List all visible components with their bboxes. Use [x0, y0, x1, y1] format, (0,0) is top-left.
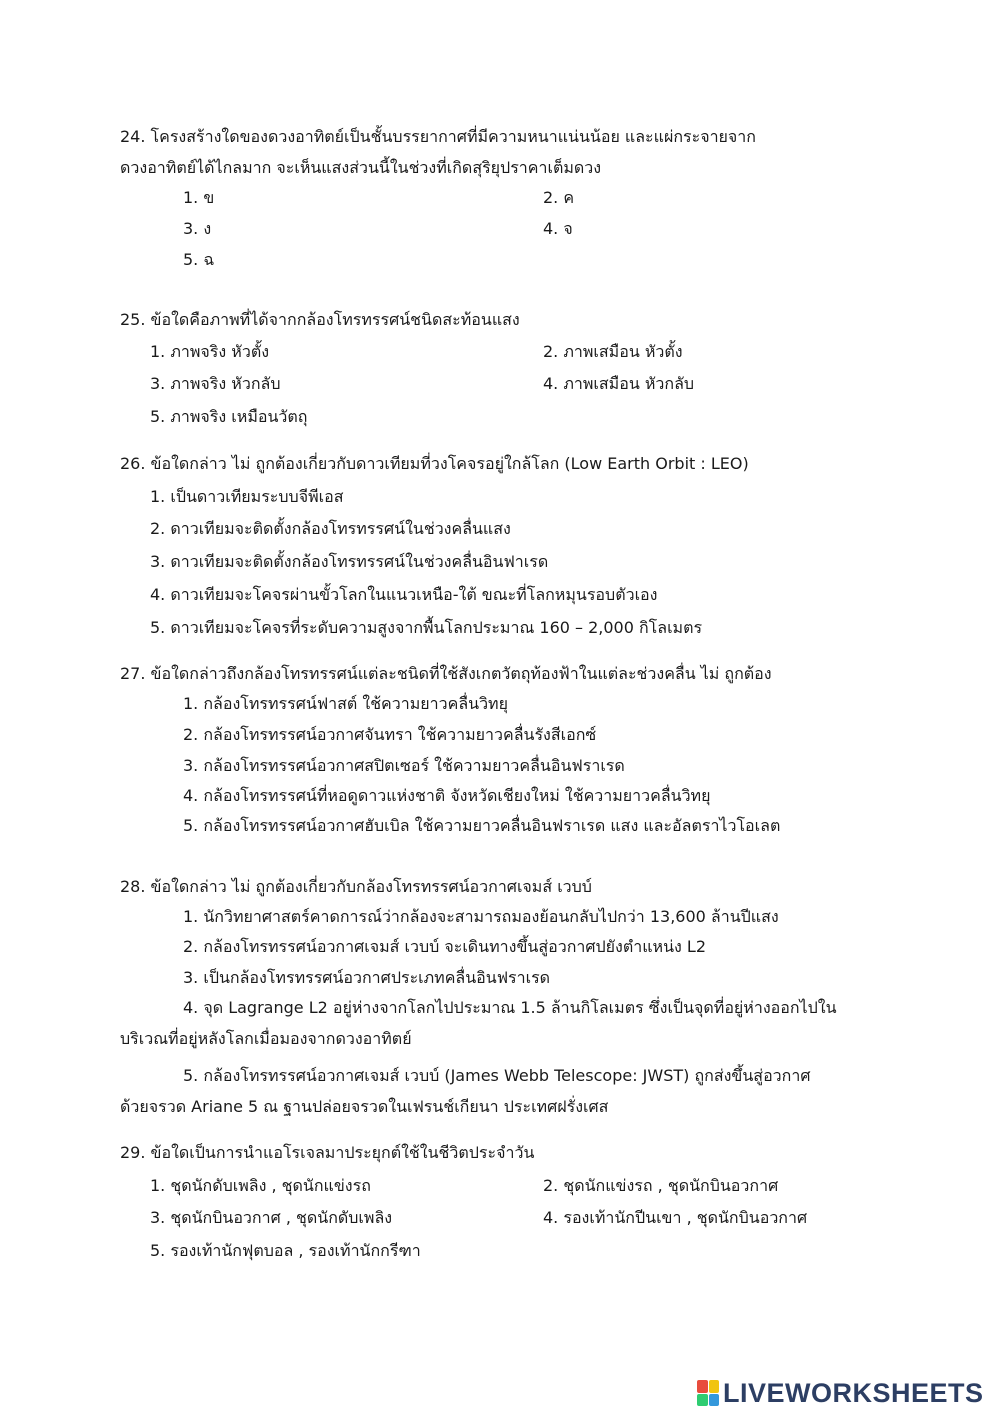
question-29-text: 29. ข้อใดเป็นการนำแอโรเจลมาประยุกต์ใช้ในชีวิตประจำวัน: [120, 1143, 535, 1162]
question-26-text: 26. ข้อใดกล่าว ไม่ ถูกต้องเกี่ยวกับดาวเทียมที่วงโคจรอยู่ใกล้โลก (Low Earth Orbit : LEO): [120, 454, 749, 473]
logo-tile: [697, 1380, 708, 1393]
q27-option-5: 5. กล้องโทรทรรศน์อวกาศฮับเบิล ใช้ความยาวคลื่นอินฟราเรด แสง และอัลตราไวโอเลต: [183, 816, 781, 835]
q28-option-1: 1. นักวิทยาศาสตร์คาดการณ์ว่ากล้องจะสามารถมองย้อนกลับไปกว่า 13,600 ล้านปีแสง: [183, 907, 779, 926]
q28-option-2: 2. กล้องโทรทรรศน์อวกาศเจมส์ เวบบ์ จะเดินทางขึ้นสู่อวกาศปยังตำแหน่ง L2: [183, 937, 707, 956]
logo-tile: [697, 1394, 708, 1407]
q26-option-3: 3. ดาวเทียมจะติดตั้งกล้องโทรทรรศน์ในช่วงคลื่นอินฟาเรด: [150, 552, 549, 571]
q28-option-5: 5. กล้องโทรทรรศน์อวกาศเจมส์ เวบบ์ (James Webb Telescope: JWST) ถูกส่งขึ้นสู่อวกาศ: [183, 1066, 811, 1085]
q24-option-4: 4. จ: [543, 219, 573, 238]
question-24-text-cont: ดวงอาทิตย์ได้ไกลมาก จะเห็นแสงส่วนนี้ในช่วงที่เกิดสุริยุปราคาเต็มดวง: [120, 158, 602, 177]
q24-option-2: 2. ค: [543, 188, 575, 207]
q27-option-2: 2. กล้องโทรทรรศน์อวกาศจันทรา ใช้ความยาวคลื่นรังสีเอกซ์: [183, 725, 597, 744]
question-25-text: 25. ข้อใดคือภาพที่ได้จากกล้องโทรทรรศน์ชนิดสะท้อนแสง: [120, 310, 520, 329]
q26-option-2: 2. ดาวเทียมจะติดตั้งกล้องโทรทรรศน์ในช่วงคลื่นแสง: [150, 519, 511, 538]
q29-option-4: 4. รองเท้านักปีนเขา , ชุดนักบินอวกาศ: [543, 1208, 808, 1227]
logo-tile: [709, 1380, 720, 1393]
q28-option-5-cont: ด้วยจรวด Ariane 5 ณ ฐานปล่อยจรวดในเฟรนช์เกียนา ประเทศฝรั่งเศส: [120, 1097, 609, 1116]
question-24-text: 24. โครงสร้างใดของดวงอาทิตย์เป็นชั้นบรรยากาศที่มีความหนาแน่นน้อย และแผ่กระจายจาก: [120, 127, 756, 146]
q26-option-5: 5. ดาวเทียมจะโคจรที่ระดับความสูงจากพื้นโลกประมาณ 160 – 2,000 กิโลเมตร: [150, 618, 703, 637]
liveworksheets-logo-icon: [697, 1380, 719, 1406]
q26-option-4: 4. ดาวเทียมจะโคจรผ่านขั้วโลกในแนวเหนือ-ใต้ ขณะที่โลกหมุนรอบตัวเอง: [150, 585, 658, 604]
q29-option-3: 3. ชุดนักบินอวกาศ , ชุดนักดับเพลิง: [150, 1208, 393, 1227]
q29-option-5: 5. รองเท้านักฟุตบอล , รองเท้านักกรีฑา: [150, 1241, 421, 1260]
q27-option-3: 3. กล้องโทรทรรศน์อวกาศสปิตเซอร์ ใช้ความยาวคลื่นอินฟราเรด: [183, 756, 625, 775]
q28-option-4-cont: บริเวณที่อยู่หลังโลกเมื่อมองจากดวงอาทิตย์: [120, 1029, 412, 1048]
q24-option-1: 1. ข: [183, 188, 215, 207]
q28-option-4: 4. จุด Lagrange L2 อยู่ห่างจากโลกไปประมาณ 1.5 ล้านกิโลเมตร ซึ่งเป็นจุดที่อยู่ห่างออกไปใน: [183, 998, 837, 1017]
q29-option-2: 2. ชุดนักแข่งรถ , ชุดนักบินอวกาศ: [543, 1176, 779, 1195]
q27-option-4: 4. กล้องโทรทรรศน์ที่หอดูดาวแห่งชาติ จังหวัดเชียงใหม่ ใช้ความยาวคลื่นวิทยุ: [183, 786, 711, 805]
q25-option-3: 3. ภาพจริง หัวกลับ: [150, 374, 281, 393]
q29-option-1: 1. ชุดนักดับเพลิง , ชุดนักแข่งรถ: [150, 1176, 371, 1195]
question-27-text: 27. ข้อใดกล่าวถึงกล้องโทรทรรศน์แต่ละชนิดที่ใช้สังเกตวัตถุท้องฟ้าในแต่ละช่วงคลื่น ไม่ ถูกต้อง: [120, 664, 772, 683]
logo-tile: [709, 1394, 720, 1407]
q25-option-2: 2. ภาพเสมือน หัวตั้ง: [543, 342, 683, 361]
liveworksheets-logo: [697, 1376, 984, 1410]
q24-option-5: 5. ฉ: [183, 250, 215, 269]
q25-option-5: 5. ภาพจริง เหมือนวัตถุ: [150, 407, 308, 426]
q26-option-1: 1. เป็นดาวเทียมระบบจีพีเอส: [150, 487, 344, 506]
q25-option-1: 1. ภาพจริง หัวตั้ง: [150, 342, 270, 361]
liveworksheets-wordmark: LIVEWORKSHEETS: [723, 1377, 984, 1408]
question-28-text: 28. ข้อใดกล่าว ไม่ ถูกต้องเกี่ยวกับกล้องโทรทรรศน์อวกาศเจมส์ เวบบ์: [120, 877, 592, 896]
q25-option-4: 4. ภาพเสมือน หัวกลับ: [543, 374, 695, 393]
q27-option-1: 1. กล้องโทรทรรศน์ฟาสต์ ใช้ความยาวคลื่นวิทยุ: [183, 694, 508, 713]
q28-option-3: 3. เป็นกล้องโทรทรรศน์อวกาศประเภทคลื่นอินฟราเรด: [183, 968, 551, 987]
q24-option-3: 3. ง: [183, 219, 212, 238]
